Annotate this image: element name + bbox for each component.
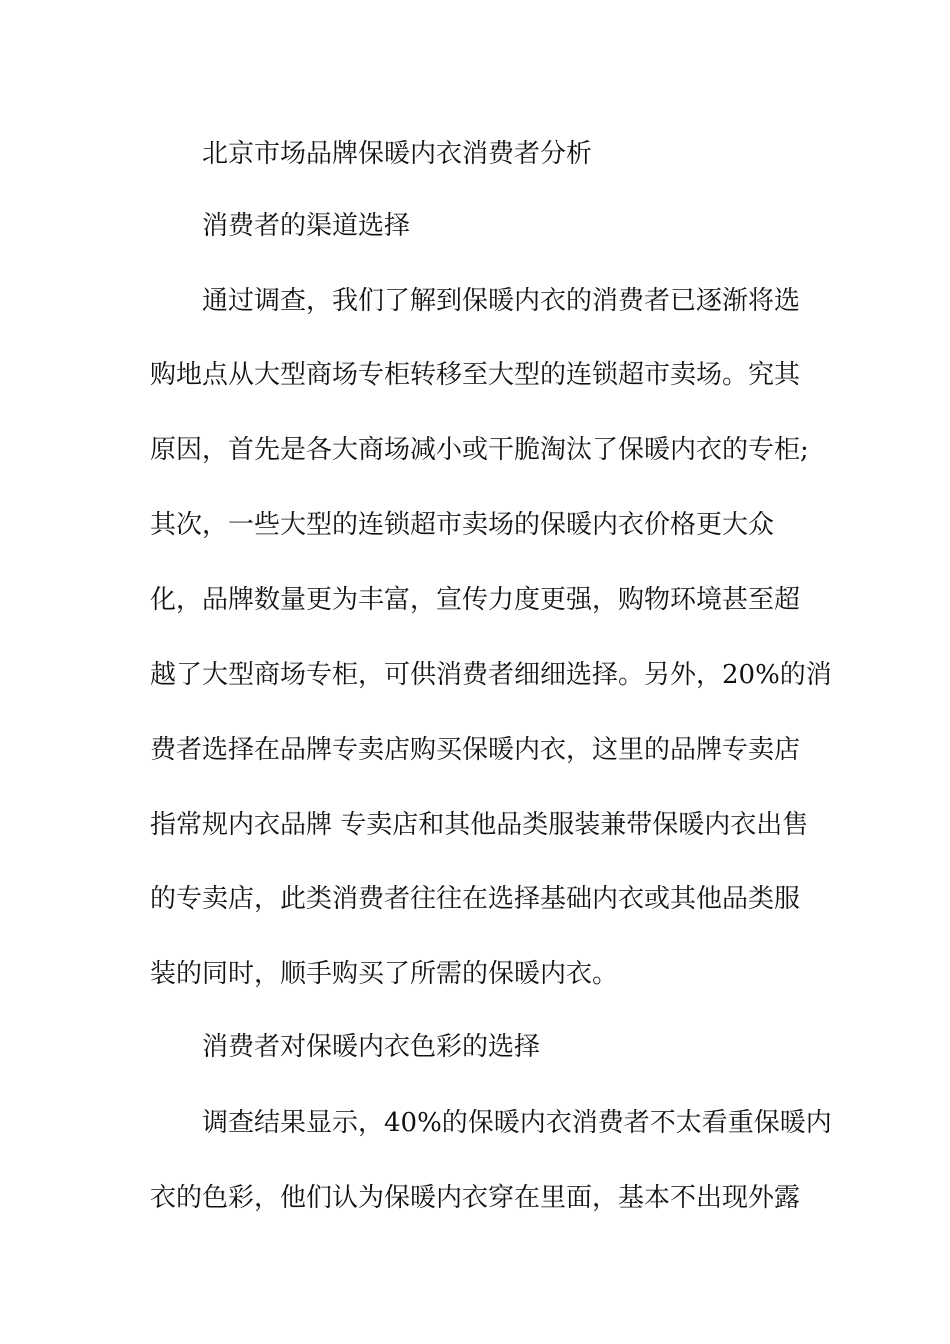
section-heading-color: 消费者对保暖内衣色彩的选择	[202, 1032, 541, 1062]
paragraph-line: 其次，一些大型的连锁超市卖场的保暖内衣价格更大众	[150, 510, 775, 540]
document-title: 北京市场品牌保暖内衣消费者分析	[202, 139, 593, 169]
paragraph-line: 购地点从大型商场专柜转移至大型的连锁超市卖场。究其	[150, 360, 801, 390]
paragraph-line: 越了大型商场专柜，可供消费者细细选择。另外，20%的消	[150, 660, 832, 690]
paragraph-line: 装的同时，顺手购买了所需的保暖内衣。	[150, 959, 619, 989]
paragraph-line: 调查结果显示，40%的保暖内衣消费者不太看重保暖内	[202, 1108, 832, 1138]
section-heading-channel: 消费者的渠道选择	[202, 211, 411, 241]
paragraph-line: 化，品牌数量更为丰富，宣传力度更强，购物环境甚至超	[150, 585, 801, 615]
paragraph-line: 费者选择在品牌专卖店购买保暖内衣，这里的品牌专卖店	[150, 735, 801, 765]
paragraph-line: 衣的色彩，他们认为保暖内衣穿在里面，基本不出现外露	[150, 1183, 801, 1213]
paragraph-line: 的专卖店，此类消费者往往在选择基础内衣或其他品类服	[150, 884, 801, 914]
paragraph-line: 通过调查，我们了解到保暖内衣的消费者已逐渐将选	[202, 286, 801, 316]
paragraph-line: 指常规内衣品牌 专卖店和其他品类服装兼带保暖内衣出售	[150, 810, 809, 840]
paragraph-line: 原因，首先是各大商场减小或干脆淘汰了保暖内衣的专柜;	[150, 435, 809, 465]
